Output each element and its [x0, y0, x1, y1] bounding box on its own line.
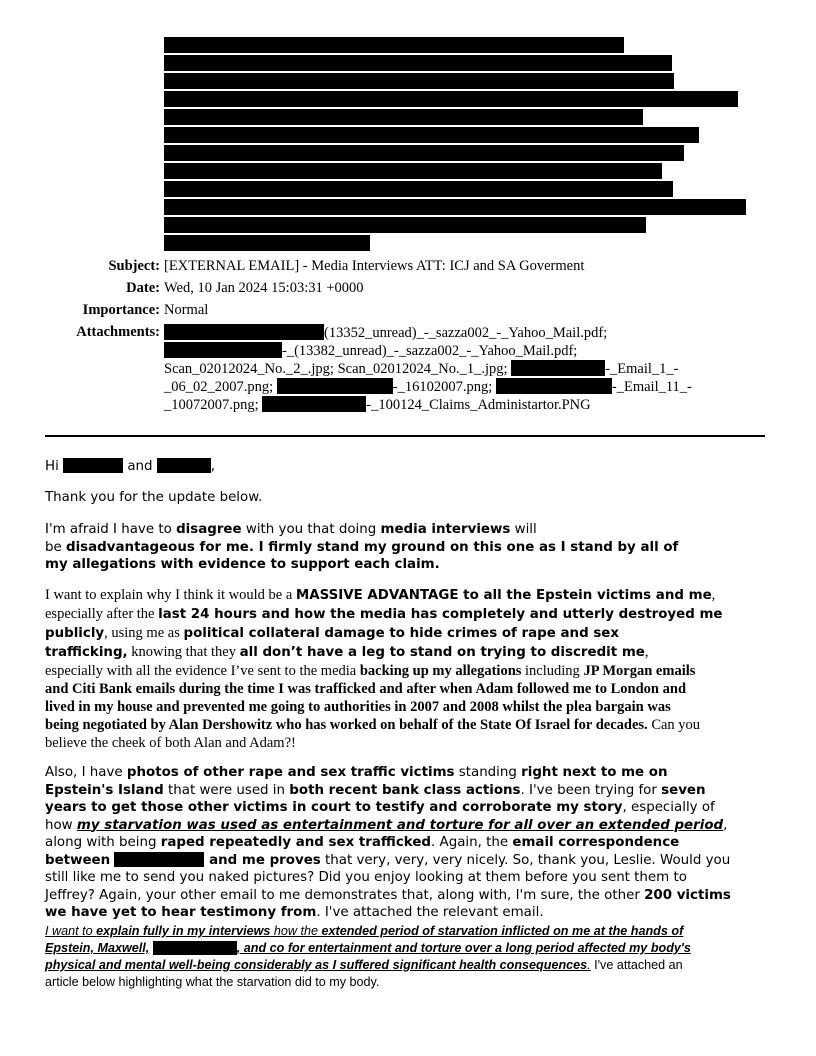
greeting-and: and: [127, 459, 153, 474]
paragraph-advantage: I want to explain why I think it would be a MASSIVE ADVANTAGE to all the Epstein victims and me, especially after the last 24 hours and how the media has completely and utterly destroyed me publicly, using me as political collateral damage to hide crimes of rape and sex trafficking, knowing that they all don’t have a leg to stand on trying to discredit me, especially with all the evidence I’ve sent to the media backing up my allegations including JP Morgan emails and Citi Bank emails during the time I was trafficked and after when Adam followed me to London and lived in my house and prevented me going to authorities in 2007 and 2008 whilst the plea bargain was being negotiated by Alan Dershowitz who has worked on behalf of the State Of Israel for decades. Can you believe the cheek of both Alan and Adam?!: [45, 587, 723, 751]
importance-label: Importance:: [82, 302, 160, 318]
redacted-block: [164, 55, 672, 71]
importance-value: Normal: [164, 302, 209, 318]
redacted-name: [153, 941, 237, 955]
paragraph-starvation: I want to explain fully in my interviews how the extended period of starvation inflicted on me at the hands of Epstein, Maxwell, , and co for entertainment and torture over a long period affected my body's physical and mental well-being considerably as I suffered significant health consequences. I've attached an article below highlighting what the starvation did to my body.: [45, 924, 691, 989]
attachment-file[interactable]: (13352_unread)_-_sazza002_-_Yahoo_Mail.pdf;: [324, 325, 608, 341]
attachment-file[interactable]: -_Email_11_-: [611, 379, 692, 395]
redacted-block: [164, 163, 662, 179]
paragraph-disagree: I'm afraid I have to disagree with you that doing media interviews will be disadvantageous for me. I firmly stand my ground on this one as I stand by all of my allegations with evidence to support each claim.: [45, 522, 679, 572]
attachment-line: [164, 360, 678, 378]
attachment-file[interactable]: _06_02_2007.png;: [164, 379, 274, 395]
paragraph-thanks: Thank you for the update below.: [45, 490, 263, 505]
redacted-block: [164, 73, 674, 89]
redacted-block: [164, 37, 624, 53]
redacted-name: [511, 360, 605, 376]
attachment-file[interactable]: -_100124_Claims_Administartor.PNG: [366, 397, 591, 413]
redacted-block: [164, 109, 643, 125]
redacted-block: [164, 199, 746, 215]
redacted-block: [164, 91, 738, 107]
redacted-name: [114, 852, 204, 867]
redacted-name: [262, 396, 366, 412]
redacted-name: [277, 378, 393, 394]
greeting: [45, 458, 775, 476]
redacted-block: [164, 145, 684, 161]
attachment-line: [164, 324, 607, 342]
redacted-block: [164, 235, 370, 251]
subject-label: Subject:: [108, 258, 160, 274]
paragraph-photos: Also, I have photos of other rape and sex traffic victims standing right next to me on Epstein's Island that were used in both recent bank class actions. I've been trying for seven years to get those other victims in court to testify and corroborate my story, especially of how my starvation was used as entertainment and torture for all over an extended period, along with being raped repeatedly and sex trafficked. Again, the email correspondence between and me proves that very, very, very nicely. So, thank you, Leslie. Would you still like me to send you naked pictures? Did you enjoy looking at them before you sent them to Jeffrey? Again, your other email to me demonstrates that, along with, I'm sure, the other 200 victims we have yet to hear testimony from. I've attached the relevant email.: [45, 765, 731, 920]
attachment-file[interactable]: Scan_02012024_No._2_.jpg; Scan_02012024_No._1_.jpg;: [164, 361, 508, 377]
redacted-name: [63, 458, 123, 473]
attachment-file[interactable]: -_Email_1_-: [605, 361, 679, 377]
redacted-block: [164, 181, 673, 197]
date-value: Wed, 10 Jan 2024 15:03:31 +0000: [164, 280, 364, 296]
subject-value: [EXTERNAL EMAIL] - Media Interviews ATT: ICJ and SA Goverment: [164, 258, 585, 274]
redacted-name: [164, 324, 324, 340]
redacted-name: [496, 378, 612, 394]
attachment-file[interactable]: -_(13382_unread)_-_sazza002_-_Yahoo_Mail.pdf;: [282, 343, 578, 359]
redacted-name: [157, 458, 211, 473]
attachment-line: [164, 396, 591, 414]
attachment-line: [164, 378, 692, 396]
attachment-file[interactable]: -_16102007.png;: [392, 379, 493, 395]
attachments-label: Attachments:: [76, 324, 160, 340]
date-label: Date:: [126, 280, 160, 296]
greeting-comma: ,: [210, 459, 216, 474]
greeting-hi: Hi: [45, 459, 59, 474]
header-divider: [45, 435, 765, 437]
redacted-block: [164, 217, 646, 233]
redacted-name: [164, 342, 282, 358]
attachment-file[interactable]: _10072007.png;: [164, 397, 259, 413]
attachment-line: [164, 342, 577, 360]
redacted-block: [164, 127, 699, 143]
